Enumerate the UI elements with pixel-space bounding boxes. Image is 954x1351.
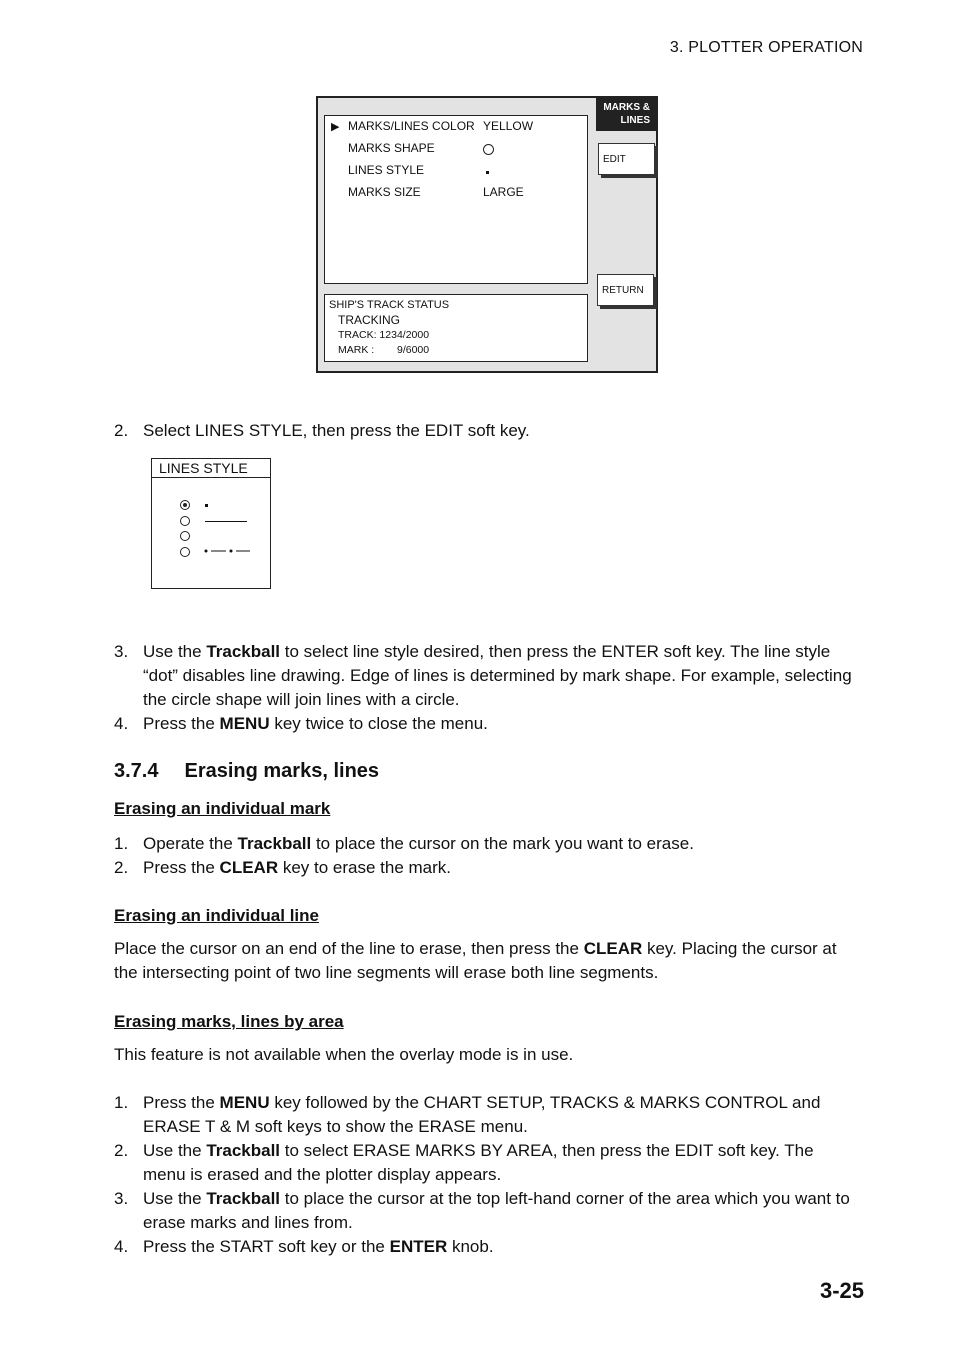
running-header: 3. PLOTTER OPERATION <box>669 39 863 56</box>
marks-lines-menu <box>324 115 588 284</box>
circle-icon <box>483 144 494 155</box>
step-text <box>143 712 858 736</box>
track-status-box <box>324 294 588 362</box>
key-name: Trackball <box>206 642 281 661</box>
text-run: to select ERASE MARKS BY AREA, then press the EDIT soft key. The menu is erased and the plotter display appears. <box>143 1141 814 1184</box>
dot-icon <box>486 171 489 174</box>
key-name: CLEAR <box>583 939 643 958</box>
step-number: 1. <box>114 834 129 853</box>
paragraph: This feature is not available when the overlay mode is in use. <box>114 1045 574 1064</box>
solid-line-icon <box>205 521 247 522</box>
text-run: Press the <box>143 1093 220 1112</box>
dot-style-icon <box>205 504 208 507</box>
page-number: 3-25 <box>819 1278 864 1303</box>
subheading: Erasing marks, lines by area <box>114 1012 344 1031</box>
text-run: key followed by the CHART SETUP, TRACKS & MARKS CONTROL and ERASE T & M soft keys to show the ERASE menu. <box>143 1093 821 1136</box>
step-number: 4. <box>114 1237 129 1256</box>
step-number: 2. <box>114 1141 129 1160</box>
step-text <box>143 1139 858 1187</box>
lines-style-title: LINES STYLE <box>152 459 270 478</box>
menu-item-label[interactable]: MARKS SHAPE <box>348 141 435 155</box>
menu-item-value: LARGE <box>483 185 524 199</box>
radio-selected-icon[interactable] <box>180 500 190 510</box>
key-name: Trackball <box>237 834 312 853</box>
menu-item-value: YELLOW <box>483 119 534 133</box>
text-run: key twice to close the menu. <box>269 714 488 733</box>
radio-icon[interactable] <box>180 531 190 541</box>
section-number: 3.7.4 <box>114 760 159 782</box>
status-mark-value: 9/6000 <box>397 344 430 356</box>
step-number: 1. <box>114 1093 129 1112</box>
key-name: Trackball <box>206 1141 281 1160</box>
section-title: Erasing marks, lines <box>184 760 380 782</box>
tab-title-line2: LINES <box>620 115 650 126</box>
step-number: 4. <box>114 714 129 733</box>
step-text <box>143 856 858 880</box>
return-softkey[interactable]: RETURN <box>597 274 654 306</box>
subheading: Erasing an individual mark <box>114 799 331 818</box>
tab-title-line1: MARKS & <box>603 102 650 113</box>
radio-icon[interactable] <box>180 516 190 526</box>
step-text <box>143 1187 858 1235</box>
key-name: MENU <box>219 714 270 733</box>
text-run: key. Placing the cursor at the intersecting point of two line segments will erase both line segments. <box>114 939 837 982</box>
step-number: 2. <box>114 858 129 877</box>
section-heading <box>114 760 379 783</box>
text-run: to select line style desired, then press the ENTER soft key. The line style “dot” disables line drawing. Edge of lines is determined by mark shape. For example, selecting the circle shape will join lines with a circle. <box>143 642 852 709</box>
status-mark-label: MARK : <box>338 344 375 356</box>
step-number: 3. <box>114 1189 129 1208</box>
step-number: 3. <box>114 642 129 661</box>
text-run: Use the <box>143 1141 207 1160</box>
step-text: Select LINES STYLE, then press the EDIT soft key. <box>143 421 530 440</box>
text-run: knob. <box>447 1237 494 1256</box>
text-run: Press the <box>143 714 220 733</box>
menu-item-label[interactable]: MARKS SIZE <box>348 185 421 199</box>
step-text <box>143 1091 858 1139</box>
dot-dash-line-icon <box>204 547 252 555</box>
status-mode: TRACKING <box>338 313 401 327</box>
menu-item-label[interactable]: MARKS/LINES COLOR <box>348 119 475 133</box>
lines-style-dialog <box>151 458 271 589</box>
menu-tab-title <box>596 98 658 131</box>
key-name: CLEAR <box>219 858 279 877</box>
text-run: Use the <box>143 642 207 661</box>
status-title: SHIP'S TRACK STATUS <box>329 299 450 311</box>
radio-icon[interactable] <box>180 547 190 557</box>
step-text <box>143 640 858 712</box>
text-run: Place the cursor on an end of the line to erase, then press the <box>114 939 584 958</box>
edit-softkey[interactable]: EDIT <box>598 143 655 175</box>
menu-item-label[interactable]: LINES STYLE <box>348 163 425 177</box>
triangle-right-icon: ▶ <box>331 121 340 133</box>
text-run: key to erase the mark. <box>278 858 452 877</box>
text-run: Operate the <box>143 834 238 853</box>
text-run: Press the <box>143 858 220 877</box>
text-run: to place the cursor on the mark you want to erase. <box>311 834 694 853</box>
step-text <box>143 832 858 856</box>
subheading: Erasing an individual line <box>114 906 319 925</box>
step-text <box>143 1235 858 1259</box>
paragraph <box>114 937 854 985</box>
step-number: 2. <box>114 421 129 440</box>
text-run: to place the cursor at the top left-hand corner of the area which you want to erase marks and lines from. <box>143 1189 850 1232</box>
status-track: TRACK: 1234/2000 <box>338 329 430 341</box>
text-run: Press the START soft key or the <box>143 1237 390 1256</box>
key-name: Trackball <box>206 1189 281 1208</box>
key-name: MENU <box>219 1093 270 1112</box>
text-run: Use the <box>143 1189 207 1208</box>
key-name: ENTER <box>389 1237 448 1256</box>
